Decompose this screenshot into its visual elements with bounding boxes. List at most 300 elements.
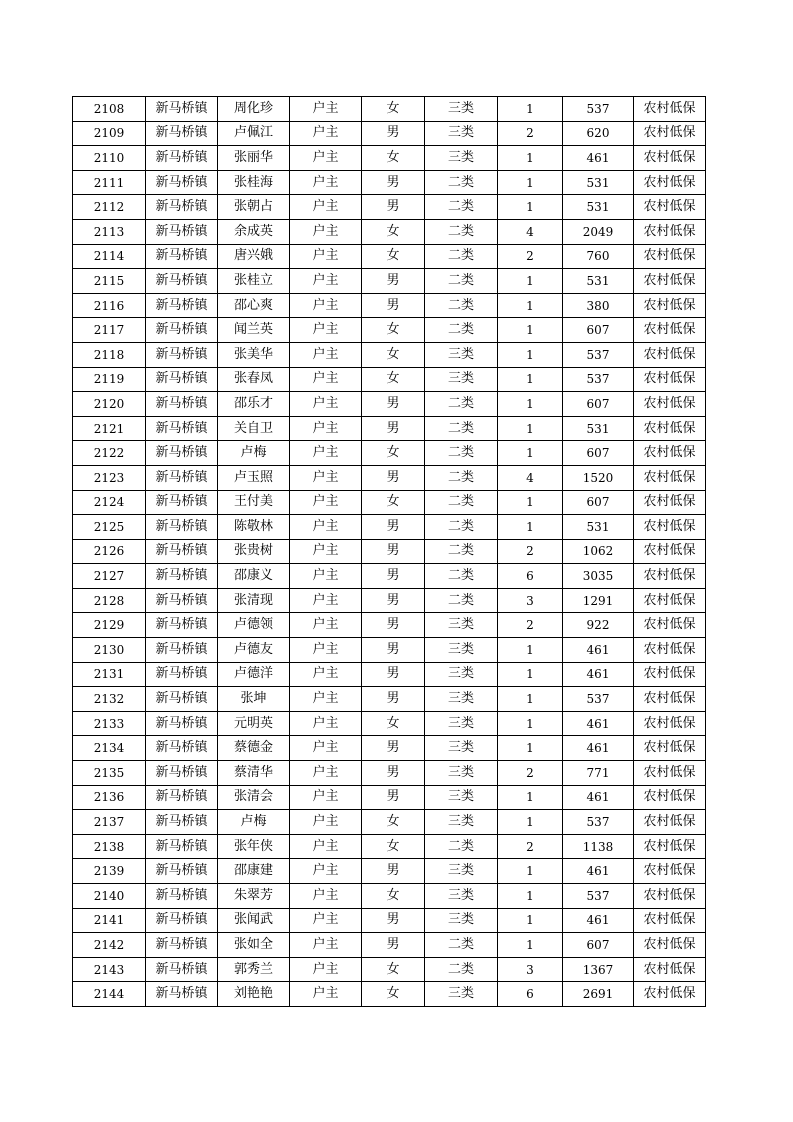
head-name-cell: 卢佩江 bbox=[218, 121, 290, 146]
category-cell: 二类 bbox=[425, 465, 498, 490]
township-cell: 新马桥镇 bbox=[146, 195, 218, 220]
record-number-cell: 2127 bbox=[73, 564, 146, 589]
category-cell: 二类 bbox=[425, 933, 498, 958]
category-cell: 三类 bbox=[425, 121, 498, 146]
amount-cell: 461 bbox=[563, 908, 634, 933]
table-row bbox=[73, 269, 706, 294]
amount-cell: 1138 bbox=[563, 834, 634, 859]
category-cell: 二类 bbox=[425, 515, 498, 540]
household-size-cell: 6 bbox=[498, 982, 563, 1007]
township-cell: 新马桥镇 bbox=[146, 121, 218, 146]
assistance-type-cell: 农村低保 bbox=[634, 834, 706, 859]
table-row bbox=[73, 416, 706, 441]
household-size-cell: 3 bbox=[498, 588, 563, 613]
table-row bbox=[73, 810, 706, 835]
record-number-cell: 2130 bbox=[73, 638, 146, 663]
gender-cell: 男 bbox=[362, 933, 425, 958]
assistance-type-cell: 农村低保 bbox=[634, 785, 706, 810]
assistance-type-cell: 农村低保 bbox=[634, 416, 706, 441]
township-cell: 新马桥镇 bbox=[146, 97, 218, 122]
gender-cell: 男 bbox=[362, 638, 425, 663]
record-number-cell: 2124 bbox=[73, 490, 146, 515]
category-cell: 二类 bbox=[425, 957, 498, 982]
relationship-cell: 户主 bbox=[290, 244, 362, 269]
head-name-cell: 郭秀兰 bbox=[218, 957, 290, 982]
assistance-type-cell: 农村低保 bbox=[634, 318, 706, 343]
category-cell: 三类 bbox=[425, 785, 498, 810]
category-cell: 二类 bbox=[425, 318, 498, 343]
table-row bbox=[73, 170, 706, 195]
relationship-cell: 户主 bbox=[290, 490, 362, 515]
table-row bbox=[73, 146, 706, 171]
record-number-cell: 2113 bbox=[73, 219, 146, 244]
relationship-cell: 户主 bbox=[290, 933, 362, 958]
category-cell: 二类 bbox=[425, 441, 498, 466]
gender-cell: 男 bbox=[362, 465, 425, 490]
record-number-cell: 2135 bbox=[73, 761, 146, 786]
relationship-cell: 户主 bbox=[290, 416, 362, 441]
assistance-type-cell: 农村低保 bbox=[634, 170, 706, 195]
record-number-cell: 2128 bbox=[73, 588, 146, 613]
table-row bbox=[73, 465, 706, 490]
gender-cell: 女 bbox=[362, 97, 425, 122]
amount-cell: 380 bbox=[563, 293, 634, 318]
head-name-cell: 张桂海 bbox=[218, 170, 290, 195]
relationship-cell: 户主 bbox=[290, 884, 362, 909]
category-cell: 三类 bbox=[425, 736, 498, 761]
record-number-cell: 2116 bbox=[73, 293, 146, 318]
category-cell: 三类 bbox=[425, 859, 498, 884]
head-name-cell: 余成英 bbox=[218, 219, 290, 244]
township-cell: 新马桥镇 bbox=[146, 761, 218, 786]
assistance-type-cell: 农村低保 bbox=[634, 121, 706, 146]
relationship-cell: 户主 bbox=[290, 195, 362, 220]
relationship-cell: 户主 bbox=[290, 736, 362, 761]
gender-cell: 女 bbox=[362, 146, 425, 171]
category-cell: 二类 bbox=[425, 170, 498, 195]
household-size-cell: 6 bbox=[498, 564, 563, 589]
relationship-cell: 户主 bbox=[290, 441, 362, 466]
table-row bbox=[73, 711, 706, 736]
amount-cell: 2049 bbox=[563, 219, 634, 244]
relationship-cell: 户主 bbox=[290, 219, 362, 244]
household-size-cell: 1 bbox=[498, 269, 563, 294]
household-size-cell: 1 bbox=[498, 318, 563, 343]
assistance-type-cell: 农村低保 bbox=[634, 539, 706, 564]
assistance-type-cell: 农村低保 bbox=[634, 638, 706, 663]
category-cell: 三类 bbox=[425, 342, 498, 367]
assistance-type-cell: 农村低保 bbox=[634, 392, 706, 417]
township-cell: 新马桥镇 bbox=[146, 465, 218, 490]
township-cell: 新马桥镇 bbox=[146, 441, 218, 466]
amount-cell: 531 bbox=[563, 170, 634, 195]
assistance-type-cell: 农村低保 bbox=[634, 441, 706, 466]
gender-cell: 男 bbox=[362, 613, 425, 638]
amount-cell: 461 bbox=[563, 638, 634, 663]
category-cell: 二类 bbox=[425, 244, 498, 269]
township-cell: 新马桥镇 bbox=[146, 515, 218, 540]
household-size-cell: 3 bbox=[498, 957, 563, 982]
table-row bbox=[73, 539, 706, 564]
relationship-cell: 户主 bbox=[290, 269, 362, 294]
relationship-cell: 户主 bbox=[290, 785, 362, 810]
head-name-cell: 邵康义 bbox=[218, 564, 290, 589]
township-cell: 新马桥镇 bbox=[146, 859, 218, 884]
amount-cell: 537 bbox=[563, 884, 634, 909]
head-name-cell: 卢梅 bbox=[218, 441, 290, 466]
gender-cell: 男 bbox=[362, 269, 425, 294]
table-row bbox=[73, 219, 706, 244]
household-size-cell: 1 bbox=[498, 416, 563, 441]
household-size-cell: 1 bbox=[498, 638, 563, 663]
amount-cell: 537 bbox=[563, 367, 634, 392]
record-number-cell: 2133 bbox=[73, 711, 146, 736]
relationship-cell: 户主 bbox=[290, 367, 362, 392]
household-size-cell: 1 bbox=[498, 933, 563, 958]
table-row bbox=[73, 367, 706, 392]
township-cell: 新马桥镇 bbox=[146, 342, 218, 367]
table-row bbox=[73, 121, 706, 146]
record-number-cell: 2125 bbox=[73, 515, 146, 540]
amount-cell: 1062 bbox=[563, 539, 634, 564]
assistance-type-cell: 农村低保 bbox=[634, 97, 706, 122]
roster-table bbox=[72, 96, 706, 1007]
table-row bbox=[73, 761, 706, 786]
township-cell: 新马桥镇 bbox=[146, 662, 218, 687]
gender-cell: 男 bbox=[362, 416, 425, 441]
gender-cell: 男 bbox=[362, 392, 425, 417]
household-size-cell: 2 bbox=[498, 761, 563, 786]
amount-cell: 607 bbox=[563, 441, 634, 466]
head-name-cell: 张坤 bbox=[218, 687, 290, 712]
head-name-cell: 蔡德金 bbox=[218, 736, 290, 761]
record-number-cell: 2131 bbox=[73, 662, 146, 687]
table-row bbox=[73, 613, 706, 638]
head-name-cell: 刘艳艳 bbox=[218, 982, 290, 1007]
township-cell: 新马桥镇 bbox=[146, 933, 218, 958]
relationship-cell: 户主 bbox=[290, 121, 362, 146]
gender-cell: 女 bbox=[362, 957, 425, 982]
assistance-type-cell: 农村低保 bbox=[634, 982, 706, 1007]
amount-cell: 461 bbox=[563, 146, 634, 171]
amount-cell: 1520 bbox=[563, 465, 634, 490]
head-name-cell: 张清会 bbox=[218, 785, 290, 810]
head-name-cell: 朱翠芳 bbox=[218, 884, 290, 909]
relationship-cell: 户主 bbox=[290, 859, 362, 884]
assistance-type-cell: 农村低保 bbox=[634, 711, 706, 736]
amount-cell: 922 bbox=[563, 613, 634, 638]
category-cell: 二类 bbox=[425, 392, 498, 417]
gender-cell: 男 bbox=[362, 736, 425, 761]
household-size-cell: 1 bbox=[498, 195, 563, 220]
gender-cell: 男 bbox=[362, 121, 425, 146]
category-cell: 二类 bbox=[425, 269, 498, 294]
table-row bbox=[73, 588, 706, 613]
relationship-cell: 户主 bbox=[290, 539, 362, 564]
township-cell: 新马桥镇 bbox=[146, 982, 218, 1007]
household-size-cell: 1 bbox=[498, 293, 563, 318]
gender-cell: 女 bbox=[362, 441, 425, 466]
amount-cell: 537 bbox=[563, 687, 634, 712]
amount-cell: 461 bbox=[563, 736, 634, 761]
amount-cell: 607 bbox=[563, 392, 634, 417]
table-row bbox=[73, 785, 706, 810]
record-number-cell: 2123 bbox=[73, 465, 146, 490]
relationship-cell: 户主 bbox=[290, 564, 362, 589]
table-row bbox=[73, 859, 706, 884]
record-number-cell: 2126 bbox=[73, 539, 146, 564]
head-name-cell: 张美华 bbox=[218, 342, 290, 367]
amount-cell: 2691 bbox=[563, 982, 634, 1007]
household-size-cell: 2 bbox=[498, 539, 563, 564]
head-name-cell: 张桂立 bbox=[218, 269, 290, 294]
record-number-cell: 2144 bbox=[73, 982, 146, 1007]
table-row bbox=[73, 834, 706, 859]
category-cell: 三类 bbox=[425, 711, 498, 736]
household-size-cell: 1 bbox=[498, 736, 563, 761]
gender-cell: 女 bbox=[362, 982, 425, 1007]
relationship-cell: 户主 bbox=[290, 392, 362, 417]
amount-cell: 3035 bbox=[563, 564, 634, 589]
category-cell: 三类 bbox=[425, 367, 498, 392]
table-row bbox=[73, 342, 706, 367]
category-cell: 三类 bbox=[425, 97, 498, 122]
head-name-cell: 张如全 bbox=[218, 933, 290, 958]
assistance-type-cell: 农村低保 bbox=[634, 146, 706, 171]
category-cell: 二类 bbox=[425, 588, 498, 613]
township-cell: 新马桥镇 bbox=[146, 490, 218, 515]
gender-cell: 男 bbox=[362, 588, 425, 613]
township-cell: 新马桥镇 bbox=[146, 687, 218, 712]
head-name-cell: 邵心爽 bbox=[218, 293, 290, 318]
gender-cell: 男 bbox=[362, 662, 425, 687]
relationship-cell: 户主 bbox=[290, 761, 362, 786]
assistance-type-cell: 农村低保 bbox=[634, 367, 706, 392]
household-size-cell: 1 bbox=[498, 662, 563, 687]
category-cell: 三类 bbox=[425, 884, 498, 909]
relationship-cell: 户主 bbox=[290, 834, 362, 859]
record-number-cell: 2142 bbox=[73, 933, 146, 958]
household-size-cell: 1 bbox=[498, 490, 563, 515]
category-cell: 三类 bbox=[425, 687, 498, 712]
amount-cell: 531 bbox=[563, 269, 634, 294]
relationship-cell: 户主 bbox=[290, 613, 362, 638]
amount-cell: 1367 bbox=[563, 957, 634, 982]
head-name-cell: 唐兴娥 bbox=[218, 244, 290, 269]
relationship-cell: 户主 bbox=[290, 318, 362, 343]
relationship-cell: 户主 bbox=[290, 465, 362, 490]
relationship-cell: 户主 bbox=[290, 957, 362, 982]
gender-cell: 女 bbox=[362, 342, 425, 367]
assistance-type-cell: 农村低保 bbox=[634, 219, 706, 244]
relationship-cell: 户主 bbox=[290, 293, 362, 318]
amount-cell: 607 bbox=[563, 933, 634, 958]
record-number-cell: 2108 bbox=[73, 97, 146, 122]
assistance-type-cell: 农村低保 bbox=[634, 933, 706, 958]
gender-cell: 女 bbox=[362, 810, 425, 835]
amount-cell: 620 bbox=[563, 121, 634, 146]
gender-cell: 男 bbox=[362, 293, 425, 318]
assistance-type-cell: 农村低保 bbox=[634, 465, 706, 490]
gender-cell: 女 bbox=[362, 490, 425, 515]
head-name-cell: 张春凤 bbox=[218, 367, 290, 392]
household-size-cell: 1 bbox=[498, 441, 563, 466]
amount-cell: 531 bbox=[563, 515, 634, 540]
head-name-cell: 卢梅 bbox=[218, 810, 290, 835]
record-number-cell: 2138 bbox=[73, 834, 146, 859]
amount-cell: 461 bbox=[563, 859, 634, 884]
record-number-cell: 2141 bbox=[73, 908, 146, 933]
table-row bbox=[73, 392, 706, 417]
assistance-type-cell: 农村低保 bbox=[634, 859, 706, 884]
table-row bbox=[73, 564, 706, 589]
assistance-type-cell: 农村低保 bbox=[634, 342, 706, 367]
assistance-type-cell: 农村低保 bbox=[634, 293, 706, 318]
record-number-cell: 2136 bbox=[73, 785, 146, 810]
record-number-cell: 2143 bbox=[73, 957, 146, 982]
head-name-cell: 张年侠 bbox=[218, 834, 290, 859]
relationship-cell: 户主 bbox=[290, 908, 362, 933]
household-size-cell: 1 bbox=[498, 392, 563, 417]
household-size-cell: 1 bbox=[498, 859, 563, 884]
township-cell: 新马桥镇 bbox=[146, 908, 218, 933]
record-number-cell: 2132 bbox=[73, 687, 146, 712]
head-name-cell: 张清现 bbox=[218, 588, 290, 613]
category-cell: 二类 bbox=[425, 293, 498, 318]
amount-cell: 1291 bbox=[563, 588, 634, 613]
gender-cell: 女 bbox=[362, 219, 425, 244]
township-cell: 新马桥镇 bbox=[146, 416, 218, 441]
assistance-type-cell: 农村低保 bbox=[634, 736, 706, 761]
household-size-cell: 1 bbox=[498, 908, 563, 933]
table-row bbox=[73, 687, 706, 712]
amount-cell: 607 bbox=[563, 318, 634, 343]
head-name-cell: 周化珍 bbox=[218, 97, 290, 122]
household-size-cell: 1 bbox=[498, 342, 563, 367]
amount-cell: 461 bbox=[563, 711, 634, 736]
table-row bbox=[73, 441, 706, 466]
gender-cell: 男 bbox=[362, 564, 425, 589]
amount-cell: 537 bbox=[563, 342, 634, 367]
household-size-cell: 1 bbox=[498, 711, 563, 736]
gender-cell: 男 bbox=[362, 785, 425, 810]
head-name-cell: 卢德友 bbox=[218, 638, 290, 663]
township-cell: 新马桥镇 bbox=[146, 146, 218, 171]
category-cell: 二类 bbox=[425, 834, 498, 859]
table-row bbox=[73, 97, 706, 122]
table-row bbox=[73, 933, 706, 958]
table-row bbox=[73, 884, 706, 909]
township-cell: 新马桥镇 bbox=[146, 244, 218, 269]
relationship-cell: 户主 bbox=[290, 97, 362, 122]
record-number-cell: 2114 bbox=[73, 244, 146, 269]
township-cell: 新马桥镇 bbox=[146, 539, 218, 564]
assistance-type-cell: 农村低保 bbox=[634, 662, 706, 687]
record-number-cell: 2129 bbox=[73, 613, 146, 638]
category-cell: 三类 bbox=[425, 982, 498, 1007]
township-cell: 新马桥镇 bbox=[146, 588, 218, 613]
township-cell: 新马桥镇 bbox=[146, 736, 218, 761]
assistance-type-cell: 农村低保 bbox=[634, 613, 706, 638]
assistance-type-cell: 农村低保 bbox=[634, 195, 706, 220]
amount-cell: 760 bbox=[563, 244, 634, 269]
township-cell: 新马桥镇 bbox=[146, 392, 218, 417]
category-cell: 三类 bbox=[425, 761, 498, 786]
head-name-cell: 邵康建 bbox=[218, 859, 290, 884]
household-size-cell: 2 bbox=[498, 613, 563, 638]
gender-cell: 女 bbox=[362, 367, 425, 392]
record-number-cell: 2121 bbox=[73, 416, 146, 441]
category-cell: 二类 bbox=[425, 490, 498, 515]
relationship-cell: 户主 bbox=[290, 342, 362, 367]
gender-cell: 男 bbox=[362, 195, 425, 220]
table-row bbox=[73, 908, 706, 933]
category-cell: 三类 bbox=[425, 662, 498, 687]
amount-cell: 537 bbox=[563, 810, 634, 835]
household-size-cell: 1 bbox=[498, 97, 563, 122]
table-row bbox=[73, 515, 706, 540]
gender-cell: 男 bbox=[362, 515, 425, 540]
category-cell: 二类 bbox=[425, 539, 498, 564]
household-size-cell: 1 bbox=[498, 884, 563, 909]
head-name-cell: 张闻武 bbox=[218, 908, 290, 933]
gender-cell: 女 bbox=[362, 834, 425, 859]
assistance-type-cell: 农村低保 bbox=[634, 244, 706, 269]
relationship-cell: 户主 bbox=[290, 146, 362, 171]
assistance-type-cell: 农村低保 bbox=[634, 908, 706, 933]
township-cell: 新马桥镇 bbox=[146, 293, 218, 318]
record-number-cell: 2122 bbox=[73, 441, 146, 466]
amount-cell: 461 bbox=[563, 662, 634, 687]
record-number-cell: 2120 bbox=[73, 392, 146, 417]
township-cell: 新马桥镇 bbox=[146, 170, 218, 195]
head-name-cell: 邵乐才 bbox=[218, 392, 290, 417]
assistance-type-cell: 农村低保 bbox=[634, 761, 706, 786]
assistance-type-cell: 农村低保 bbox=[634, 884, 706, 909]
household-size-cell: 2 bbox=[498, 244, 563, 269]
relationship-cell: 户主 bbox=[290, 588, 362, 613]
record-number-cell: 2115 bbox=[73, 269, 146, 294]
table-row bbox=[73, 662, 706, 687]
household-size-cell: 2 bbox=[498, 121, 563, 146]
record-number-cell: 2111 bbox=[73, 170, 146, 195]
township-cell: 新马桥镇 bbox=[146, 613, 218, 638]
relationship-cell: 户主 bbox=[290, 515, 362, 540]
household-size-cell: 1 bbox=[498, 810, 563, 835]
assistance-type-cell: 农村低保 bbox=[634, 515, 706, 540]
head-name-cell: 张丽华 bbox=[218, 146, 290, 171]
amount-cell: 531 bbox=[563, 195, 634, 220]
head-name-cell: 王付美 bbox=[218, 490, 290, 515]
township-cell: 新马桥镇 bbox=[146, 638, 218, 663]
record-number-cell: 2112 bbox=[73, 195, 146, 220]
table-row bbox=[73, 736, 706, 761]
table-row bbox=[73, 244, 706, 269]
township-cell: 新马桥镇 bbox=[146, 269, 218, 294]
record-number-cell: 2134 bbox=[73, 736, 146, 761]
amount-cell: 461 bbox=[563, 785, 634, 810]
gender-cell: 男 bbox=[362, 859, 425, 884]
head-name-cell: 卢德洋 bbox=[218, 662, 290, 687]
relationship-cell: 户主 bbox=[290, 711, 362, 736]
head-name-cell: 张朝占 bbox=[218, 195, 290, 220]
household-size-cell: 1 bbox=[498, 515, 563, 540]
assistance-type-cell: 农村低保 bbox=[634, 490, 706, 515]
gender-cell: 女 bbox=[362, 884, 425, 909]
township-cell: 新马桥镇 bbox=[146, 810, 218, 835]
head-name-cell: 关自卫 bbox=[218, 416, 290, 441]
relationship-cell: 户主 bbox=[290, 170, 362, 195]
